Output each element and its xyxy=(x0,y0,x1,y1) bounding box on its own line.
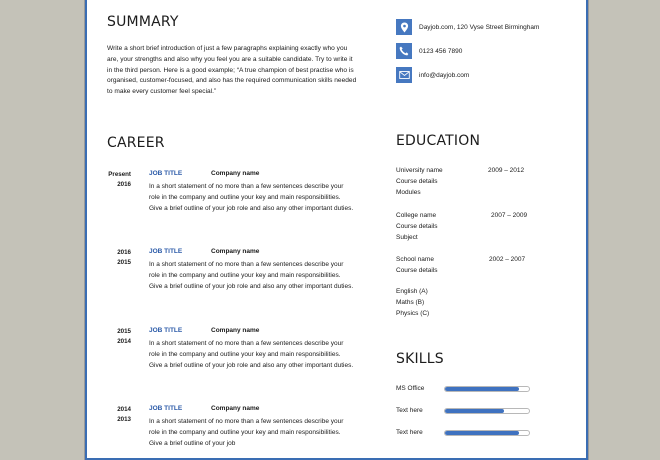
skill-label: Text here xyxy=(396,429,423,436)
job-title: JOB TITLE xyxy=(149,405,183,412)
job-description: In a short statement of no more than a few sentences describe your role in the company and outline your key and main responsibilities. Give a brief outline of your job xyxy=(149,417,344,448)
education-subjects xyxy=(396,286,429,319)
job-title: JOB TITLE xyxy=(149,170,183,177)
skill-bar-fill xyxy=(445,387,519,391)
company-name: Company name xyxy=(211,327,260,334)
education-years: 2007 – 2009 xyxy=(491,212,528,219)
career-dates xyxy=(87,327,131,348)
career-dates xyxy=(87,248,131,269)
education-entry xyxy=(396,165,576,198)
contact-phone-text: 0123 456 7890 xyxy=(419,47,463,55)
career-dates xyxy=(87,170,131,191)
skill-bar-track xyxy=(444,386,530,392)
education-detail: Modules xyxy=(396,189,421,196)
email-icon xyxy=(396,67,412,83)
skill-row xyxy=(396,406,536,416)
career-date-to: 2016 xyxy=(117,249,131,256)
education-subject: Physics (C) xyxy=(396,310,430,317)
company-name: Company name xyxy=(211,170,260,177)
company-name: Company name xyxy=(211,248,260,255)
career-date-from: 2015 xyxy=(117,259,131,267)
career-date-to: Present xyxy=(108,171,131,178)
skill-bar-track xyxy=(444,408,530,414)
company-name: Company name xyxy=(211,405,260,412)
education-subject: Maths (B) xyxy=(396,299,425,306)
career-date-from: 2016 xyxy=(117,181,131,189)
career-heading: CAREER xyxy=(107,135,165,151)
contact-email-row xyxy=(396,67,469,83)
education-entry xyxy=(396,254,576,276)
career-date-from: 2013 xyxy=(117,416,131,424)
summary-text: Write a short brief introduction of just a few paragraphs explaining exactly who you are, your strengths and also why you feel you are a suitable candidate. Try to write it in the third person. Here is a good example; “A true champion of best practise who is organised, customer-focused, and also has the required communication skills needed to make every customer feel special.” xyxy=(107,45,357,96)
job-description: In a short statement of no more than a few sentences describe your role in the company and outline your key and main responsibilities. Give a brief outline of your job role and also any other important duties. xyxy=(149,260,354,291)
contact-email-text: info@dayjob.com xyxy=(419,71,470,79)
summary-heading: SUMMARY xyxy=(107,14,179,30)
resume-page xyxy=(85,0,588,460)
career-dates xyxy=(87,405,131,426)
career-date-to: 2015 xyxy=(117,328,131,335)
job-description: In a short statement of no more than a few sentences describe your role in the company and outline your key and main responsibilities. Give a brief outline of your job role and also any other important duties. xyxy=(149,182,354,213)
job-title: JOB TITLE xyxy=(149,327,183,334)
career-date-from: 2014 xyxy=(117,338,131,346)
location-pin-icon xyxy=(396,19,412,35)
skill-label: Text here xyxy=(396,407,423,414)
education-detail: Course details xyxy=(396,223,438,230)
career-date-to: 2014 xyxy=(117,406,131,413)
skills-heading: SKILLS xyxy=(396,351,444,367)
contact-address-row xyxy=(396,19,539,35)
skill-bar-fill xyxy=(445,409,504,413)
skill-row xyxy=(396,428,536,438)
job-description: In a short statement of no more than a few sentences describe your role in the company and outline your key and main responsibilities. Give a brief outline of your job role and also any other important duties. xyxy=(149,339,354,370)
education-subject: English (A) xyxy=(396,288,428,295)
education-detail: Subject xyxy=(396,234,418,241)
skill-bar-track xyxy=(444,430,530,436)
contact-address-text: Dayjob.com, 120 Vyse Street Birmingham xyxy=(419,23,540,31)
education-entry xyxy=(396,210,576,243)
contact-phone-row xyxy=(396,43,462,59)
education-institution: College name xyxy=(396,212,437,219)
phone-icon xyxy=(396,43,412,59)
education-detail: Course details xyxy=(396,267,438,274)
education-heading: EDUCATION xyxy=(396,133,481,149)
job-title: JOB TITLE xyxy=(149,248,183,255)
education-institution: University name xyxy=(396,167,443,174)
skill-label: MS Office xyxy=(396,385,425,392)
skill-row xyxy=(396,384,536,394)
education-institution: School name xyxy=(396,256,434,263)
education-detail: Course details xyxy=(396,178,438,185)
education-years: 2009 – 2012 xyxy=(488,167,525,174)
education-years: 2002 – 2007 xyxy=(489,256,526,263)
skill-bar-fill xyxy=(445,431,519,435)
